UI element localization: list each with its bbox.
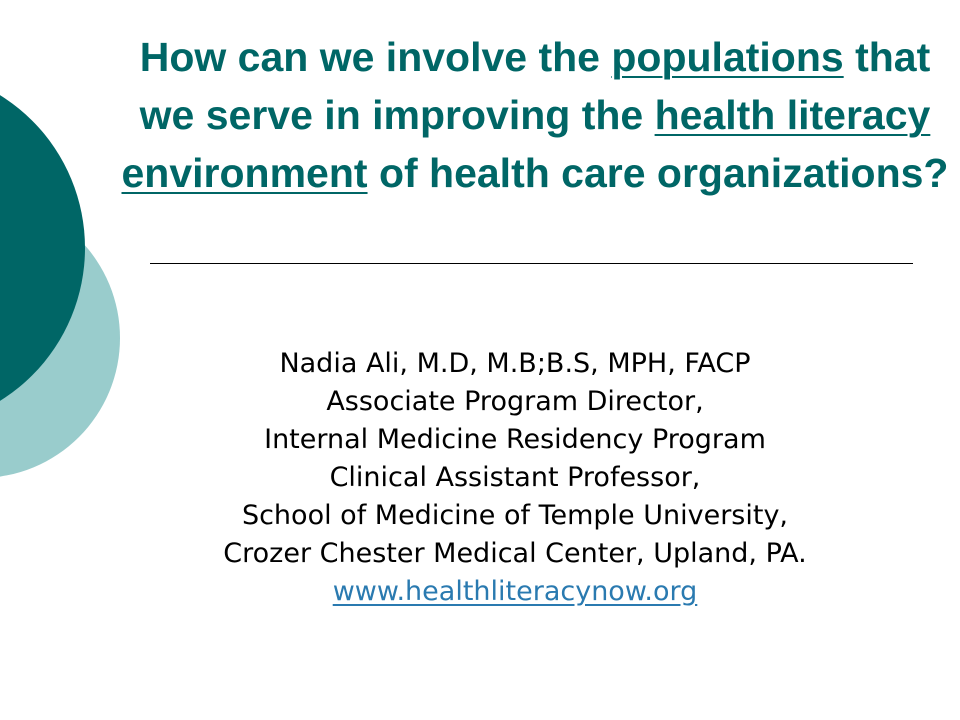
title-divider xyxy=(150,263,913,264)
author-role-2: Clinical Assistant Professor, xyxy=(329,462,701,493)
author-name: Nadia Ali, M.D, M.B;B.S, MPH, FACP xyxy=(279,348,751,379)
website-link[interactable]: www.healthliteracynow.org xyxy=(332,576,698,607)
author-location: Crozer Chester Medical Center, Upland, PA. xyxy=(223,538,807,569)
title-part-1: How can we involve the xyxy=(139,34,612,80)
author-school: School of Medicine of Temple University, xyxy=(241,500,789,531)
title-part-2: that we serve in improving the xyxy=(139,34,931,138)
author-role-1: Associate Program Director, xyxy=(326,386,704,417)
slide-title xyxy=(120,28,950,202)
title-populations-underlined: populations xyxy=(611,34,844,80)
author-info xyxy=(130,345,900,611)
author-program: Internal Medicine Residency Program xyxy=(264,424,766,455)
title-environment-underlined: health literacy environment xyxy=(121,92,931,196)
title-part-3: of health care organizations? xyxy=(367,150,949,196)
